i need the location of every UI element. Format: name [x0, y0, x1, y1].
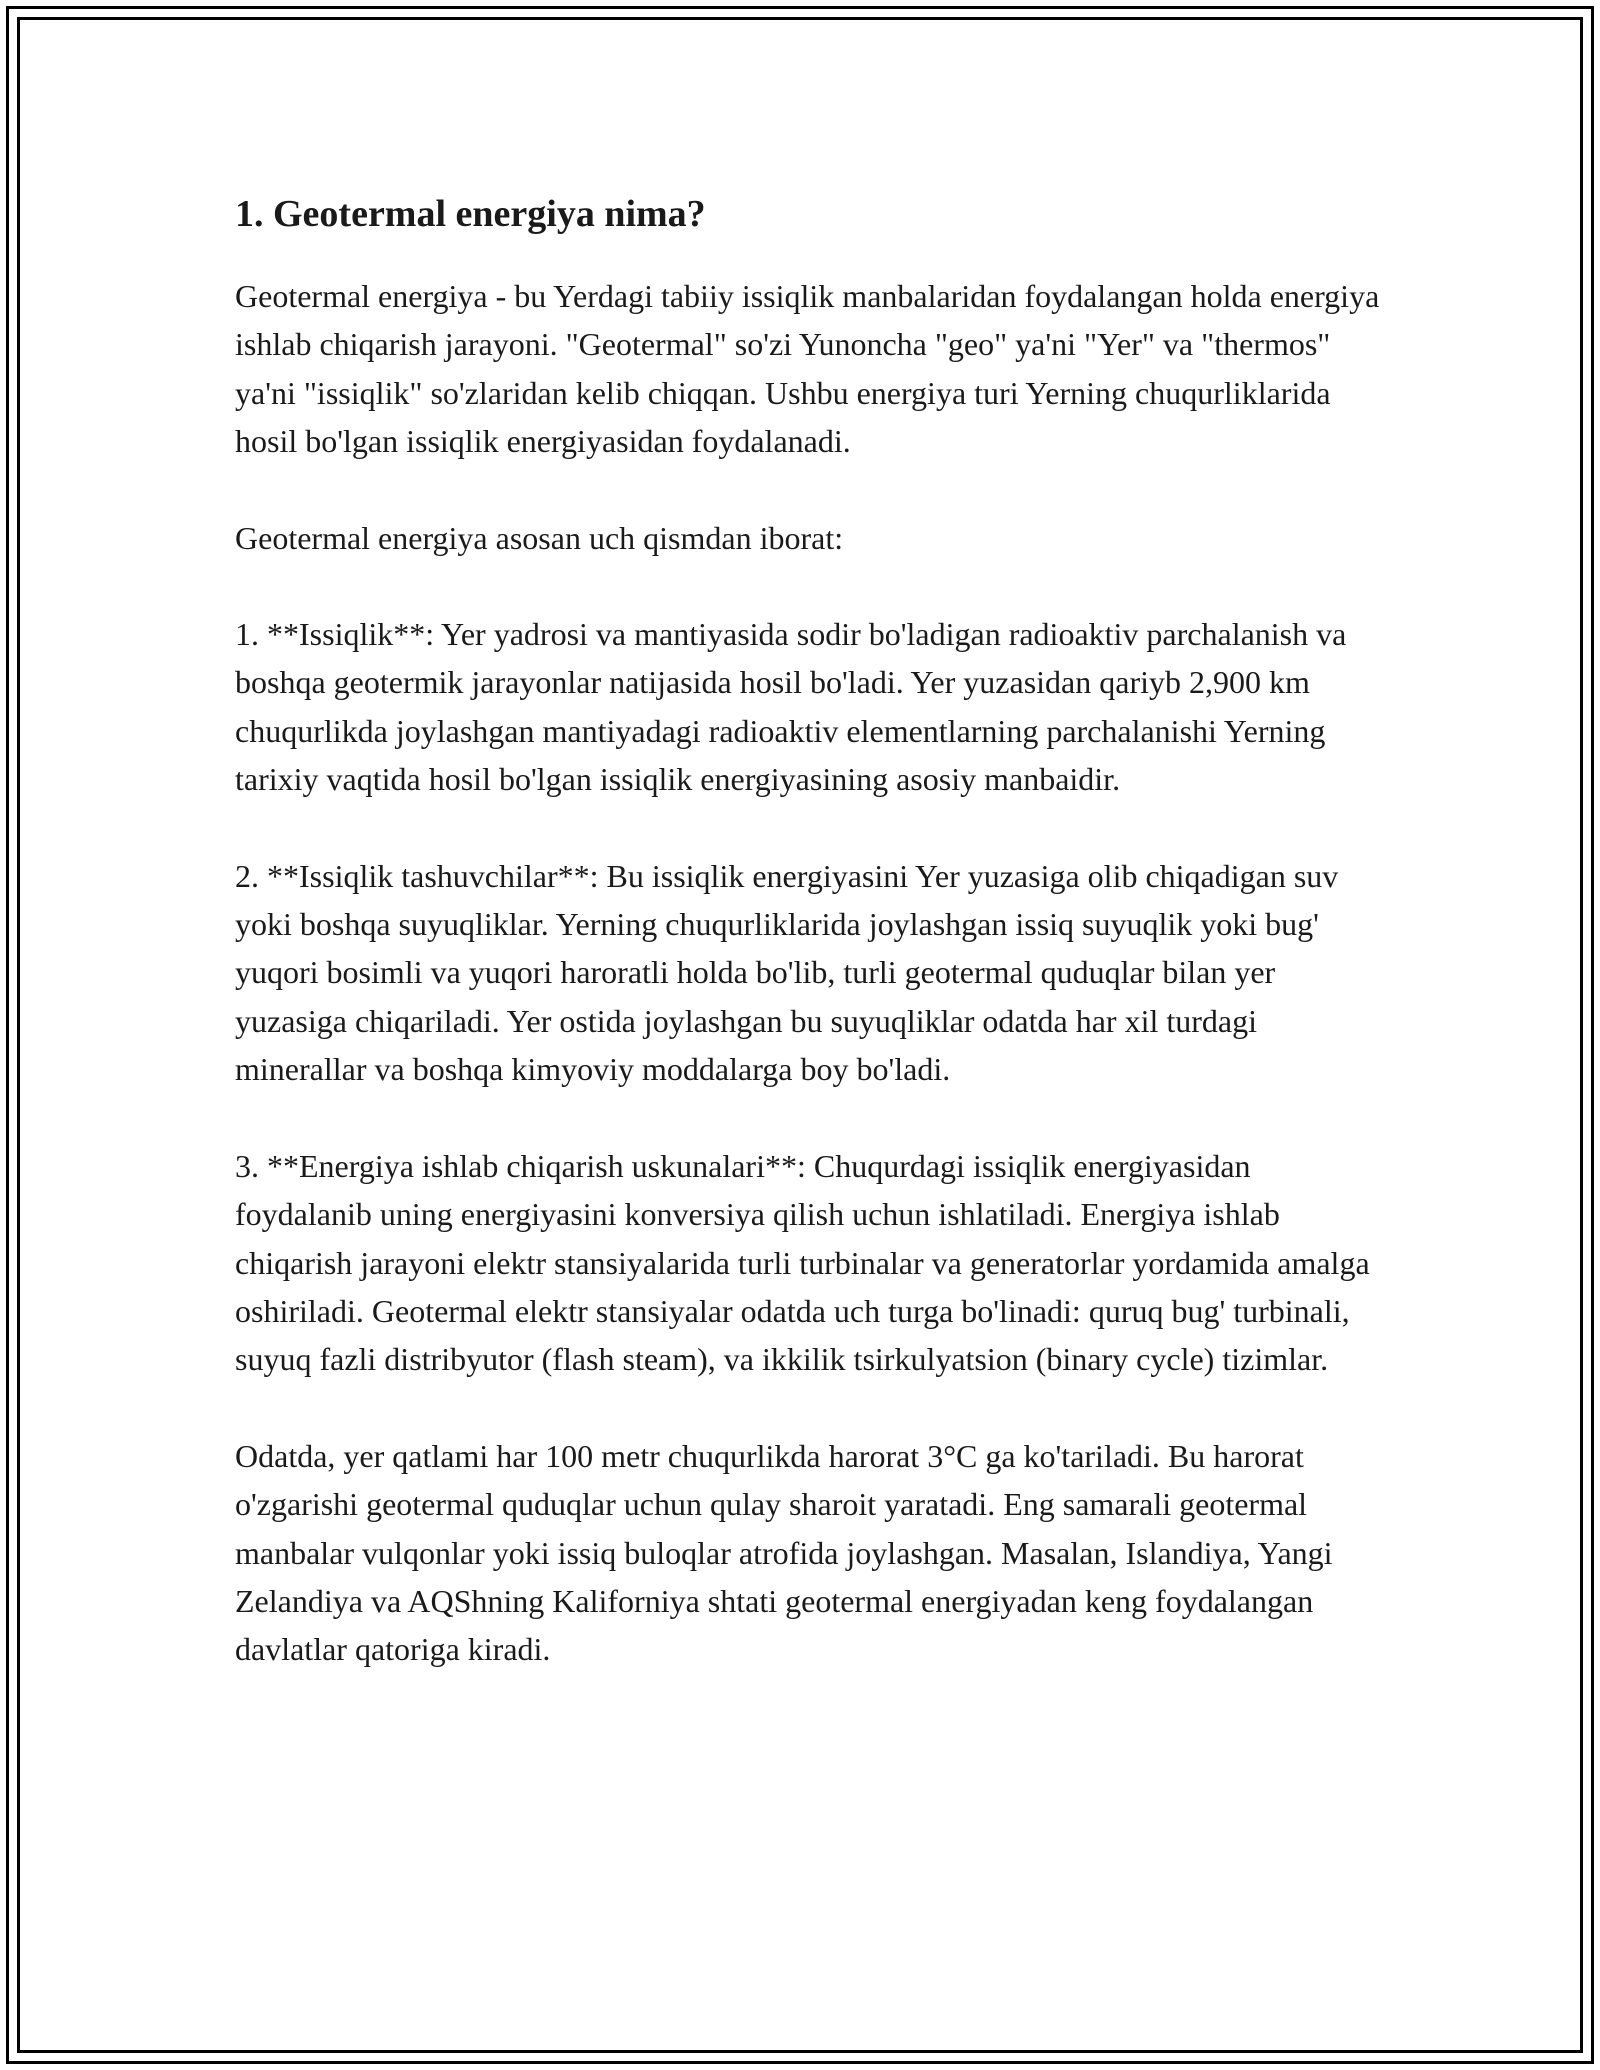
- paragraph-issiqlik-tashuvchilar: 2. **Issiqlik tashuvchilar**: Bu issiqlik energiyasini Yer yuzasiga olib chiqadigan suv yoki boshqa suyuqliklar. Yerning chuqurliklarida joylashgan issiq suyuqlik yoki bug' yuqori bosimli va yuqori haroratli holda bo'lib, turli geotermal quduqlar bilan yer yuzasiga chiqariladi. Yer ostida joylashgan bu suyuqliklar odatda har xil turdagi minerallar va boshqa kimyoviy moddalarga boy bo'ladi.: [235, 857, 1339, 1088]
- document-title: 1. Geotermal energiya nima?: [235, 193, 706, 235]
- paragraph-conclusion: Odatda, yer qatlami har 100 metr chuqurlikda harorat 3°C ga ko'tariladi. Bu harorat o'zgarishi geotermal quduqlar uchun qulay sharoit yaratadi. Eng samarali geotermal manbalar vulqonlar yoki issiq buloqlar atrofida joylashgan. Masalan, Islandiya, Yangi Zelandiya va AQShning Kaliforniya shtati geotermal energiyadan keng foydalangan davlatlar qatoriga kiradi.: [235, 1437, 1333, 1668]
- document-body: [235, 186, 1395, 1674]
- paragraph-intro: Geotermal energiya - bu Yerdagi tabiiy issiqlik manbalaridan foydalangan holda energiya ishlab chiqarish jarayoni. "Geotermal" so'zi Yunoncha "geo" ya'ni "Yer" va "thermos" ya'ni "issiqlik" so'zlaridan kelib chiqqan. Ushbu energiya turi Yerning chuqurliklarida hosil bo'lgan issiqlik energiyasidan foydalanadi.: [235, 278, 1380, 460]
- paragraph-parts-intro: Geotermal energiya asosan uch qismdan iborat:: [235, 519, 844, 556]
- paragraph-issiqlik: 1. **Issiqlik**: Yer yadrosi va mantiyasida sodir bo'ladigan radioaktiv parchalanish va boshqa geotermik jarayonlar natijasida hosil bo'ladi. Yer yuzasidan qariyb 2,900 km chuqurlikda joylashgan mantiyadagi radioaktiv elementlarning parchalanishi Yerning tarixiy vaqtida hosil bo'lgan issiqlik energiyasining asosiy manbaidir.: [235, 616, 1347, 798]
- paragraph-energiya-uskunalari: 3. **Energiya ishlab chiqarish uskunalari**: Chuqurdagi issiqlik energiyasidan foydalanib uning energiyasini konversiya qilish uchun ishlatiladi. Energiya ishlab chiqarish jarayoni elektr stansiyalarida turli turbinalar va generatorlar yordamida amalga oshiriladi. Geotermal elektr stansiyalar odatda uch turga bo'linadi: quruq bug' turbinali, suyuq fazli distribyutor (flash steam), va ikkilik tsirkulyatsion (binary cycle) tizimlar.: [235, 1147, 1370, 1378]
